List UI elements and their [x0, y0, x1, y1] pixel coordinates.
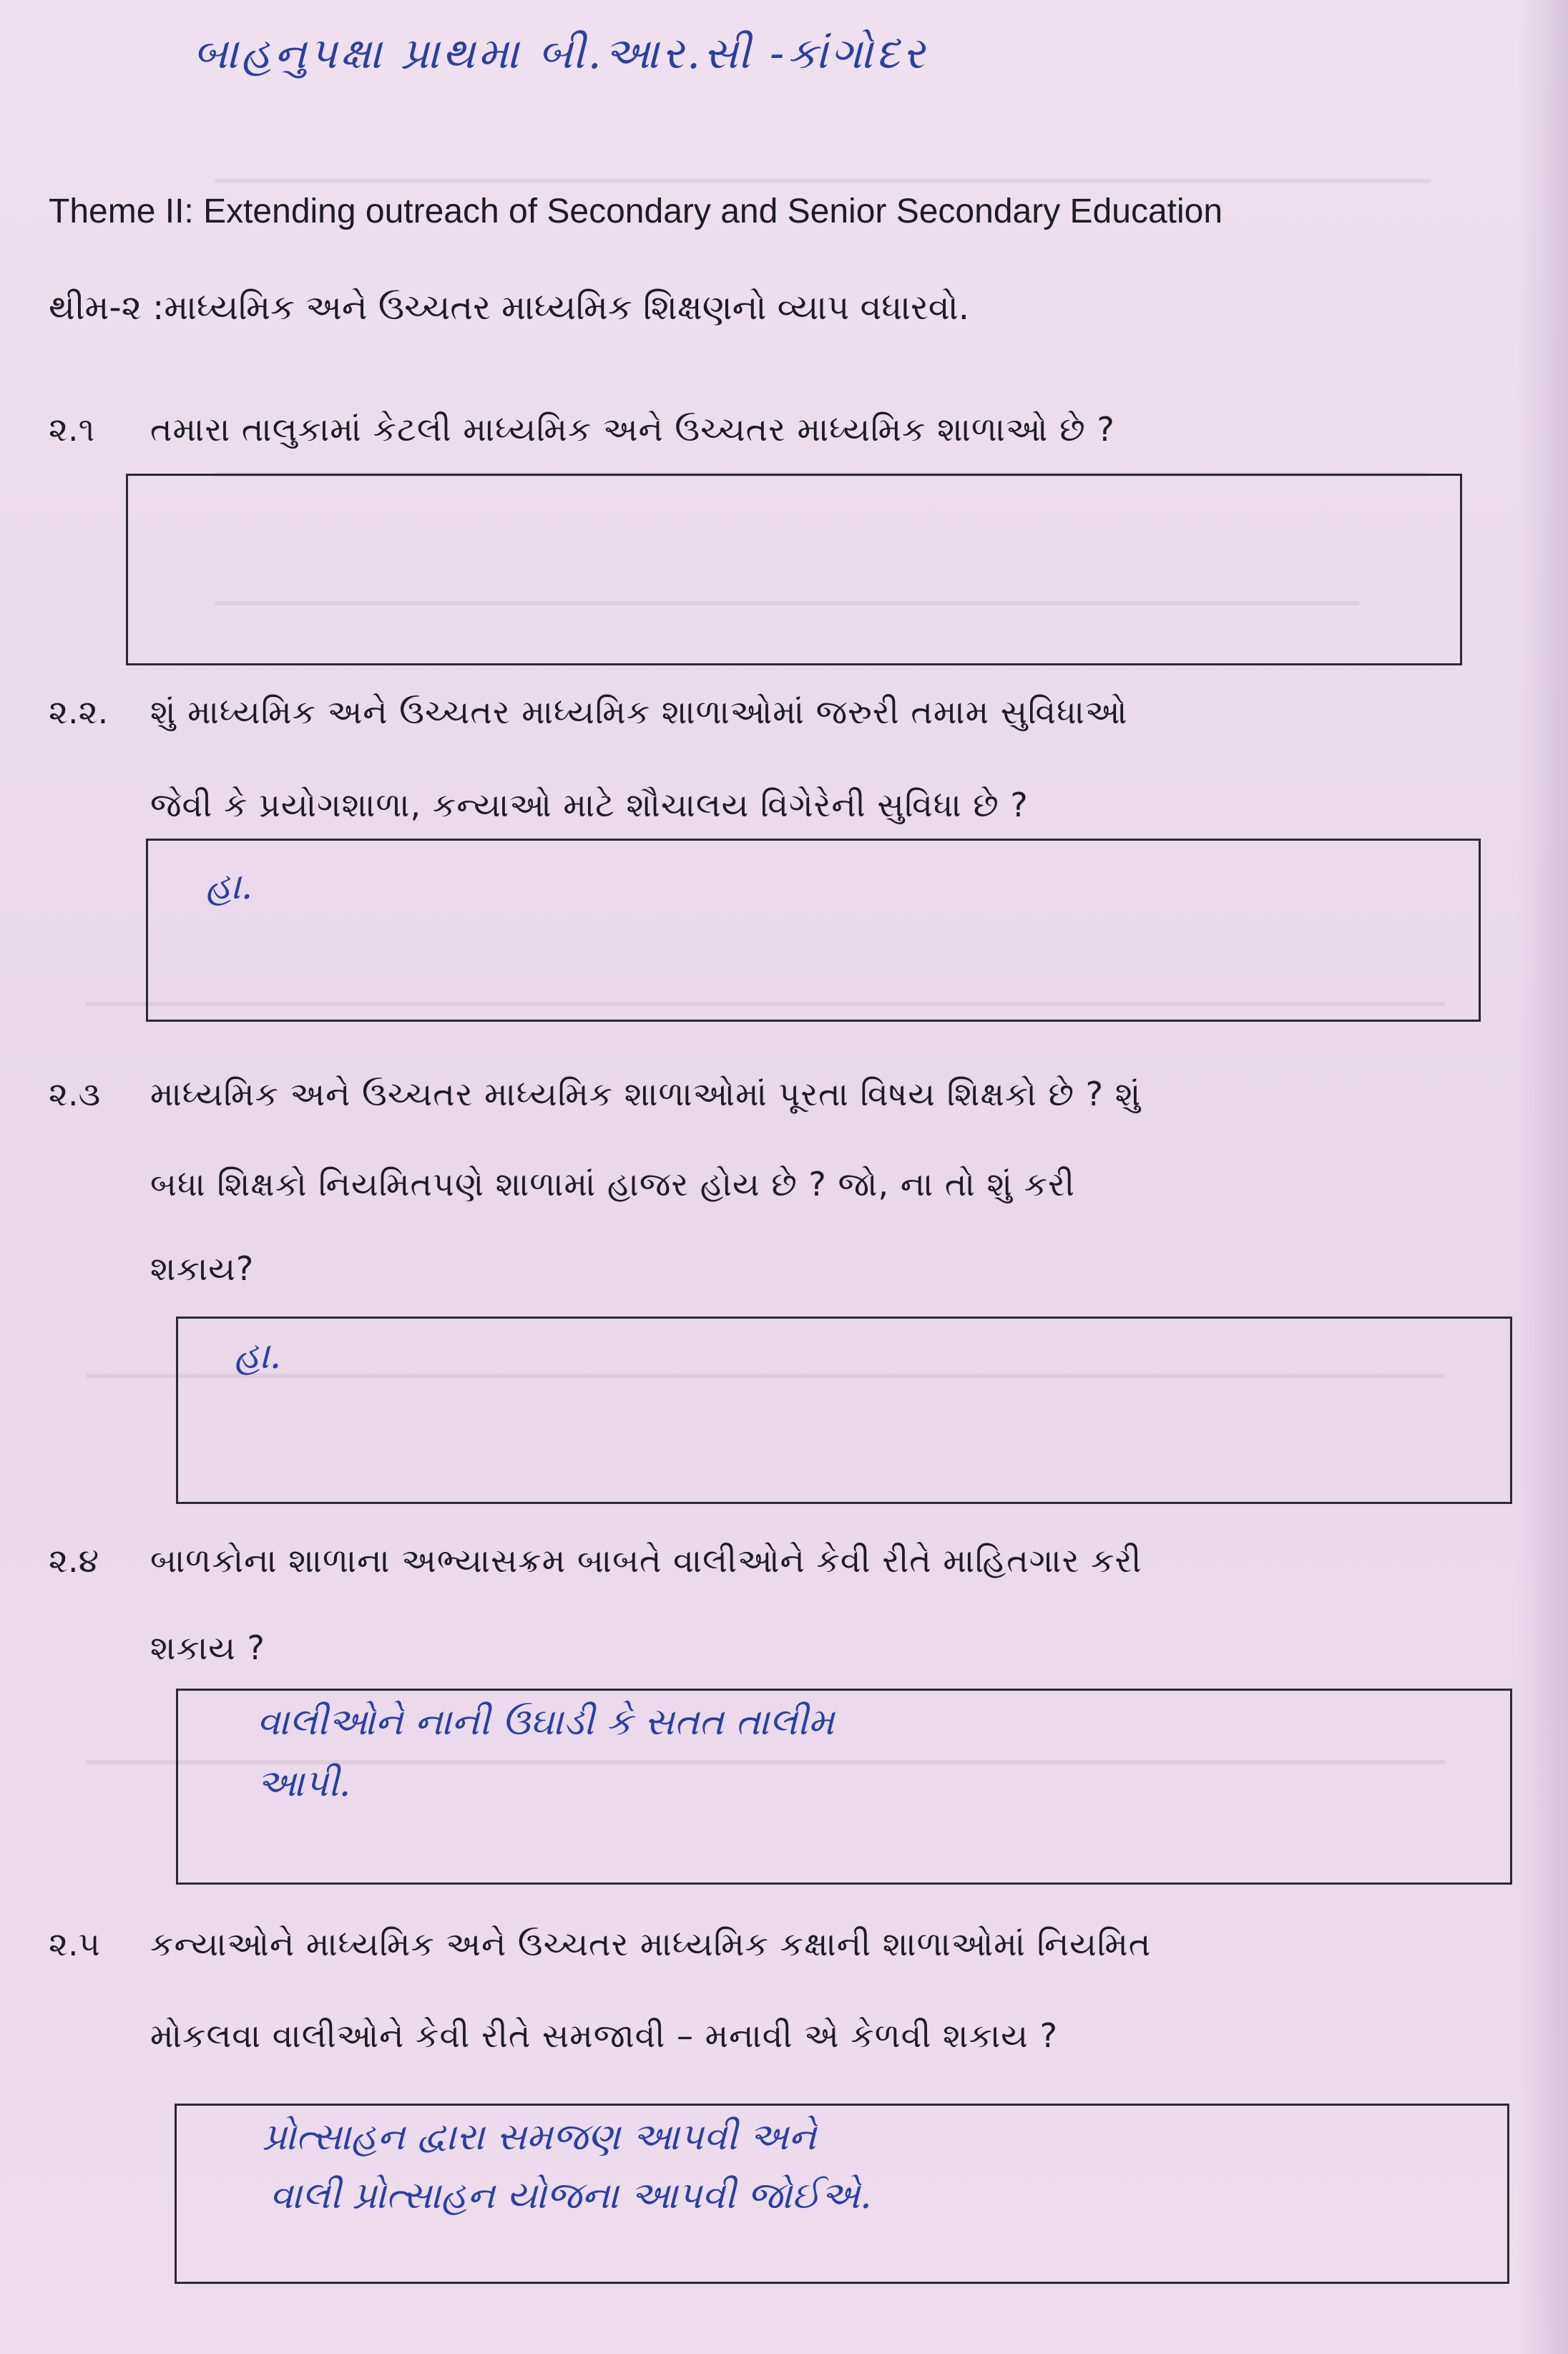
question-number: ૨.૧: [49, 410, 95, 449]
show-through-line: [215, 179, 1431, 183]
handwritten-answer: હા.: [234, 1334, 282, 1377]
answer-box[interactable]: [176, 1317, 1512, 1504]
question-number: ૨.૪: [49, 1541, 99, 1580]
handwritten-header: બાહનુપક્ષા પ્રાથમા બી.આર.સી -કાંગોદર: [193, 29, 928, 79]
answer-box[interactable]: [126, 474, 1462, 665]
question-text: મોકલવા વાલીઓને કેવી રીતે સમજાવી – મનાવી એ કેળવી શકાય ?: [150, 2016, 1058, 2055]
question-text: જેવી કે પ્રયોગશાળા, કન્યાઓ માટે શૌચાલય વિગેરેની સુવિધા છે ?: [150, 786, 1029, 824]
question-text: માધ્યમિક અને ઉચ્ચતર માધ્યમિક શાળાઓમાં પૂરતા વિષય શિક્ષકો છે ? શું: [150, 1075, 1142, 1113]
page-edge-shadow: [1518, 0, 1568, 2354]
question-text: શકાય?: [150, 1249, 255, 1288]
question-text: શું માધ્યમિક અને ઉચ્ચતર માધ્યમિક શાળાઓમાં જરુરી તમામ સુવિધાઓ: [150, 693, 1128, 731]
answer-box[interactable]: [175, 2104, 1509, 2284]
question-text: તમારા તાલુકામાં કેટલી માધ્યમિક અને ઉચ્ચતર માધ્યમિક શાળાઓ છે ?: [150, 410, 1115, 449]
question-text: કન્યાઓને માધ્યમિક અને ઉચ્ચતર માધ્યમિક કક્ષાની શાળાઓમાં નિયમિત: [150, 1925, 1152, 1963]
answer-box[interactable]: [146, 839, 1481, 1022]
question-text: શકાય ?: [150, 1628, 265, 1667]
handwritten-answer: વાલી પ્રોત્સાહન યોજના આપવી જોઈએ.: [270, 2174, 872, 2217]
theme-title-english: Theme II: Extending outreach of Secondary and Senior Secondary Education: [49, 192, 1223, 230]
handwritten-answer: વાલીઓને નાની ઉઘાડી કે સતત તાલીમ: [257, 1701, 835, 1744]
question-number: ૨.૨.: [49, 693, 109, 731]
question-number: ૨.૫: [49, 1925, 100, 1963]
question-number: ૨.૩: [49, 1075, 101, 1113]
answer-box[interactable]: [176, 1689, 1512, 1885]
question-text: બધા શિક્ષકો નિયમિતપણે શાળામાં હાજર હોય છે ? જો, ના તો શું કરી: [150, 1165, 1075, 1203]
handwritten-answer: પ્રોત્સાહન દ્વારા સમજણ આપવી અને: [263, 2116, 816, 2159]
handwritten-answer: આપી.: [257, 1762, 351, 1805]
question-text: બાળકોના શાળાના અભ્યાસક્રમ બાબતે વાલીઓને કેવી રીતે માહિતગાર કરી: [150, 1541, 1142, 1580]
theme-title-gujarati: થીમ-૨ :માધ્યમિક અને ઉચ્ચતર માધ્યમિક શિક્ષણનો વ્યાપ વધારવો.: [49, 288, 969, 328]
handwritten-answer: હા.: [205, 865, 253, 908]
